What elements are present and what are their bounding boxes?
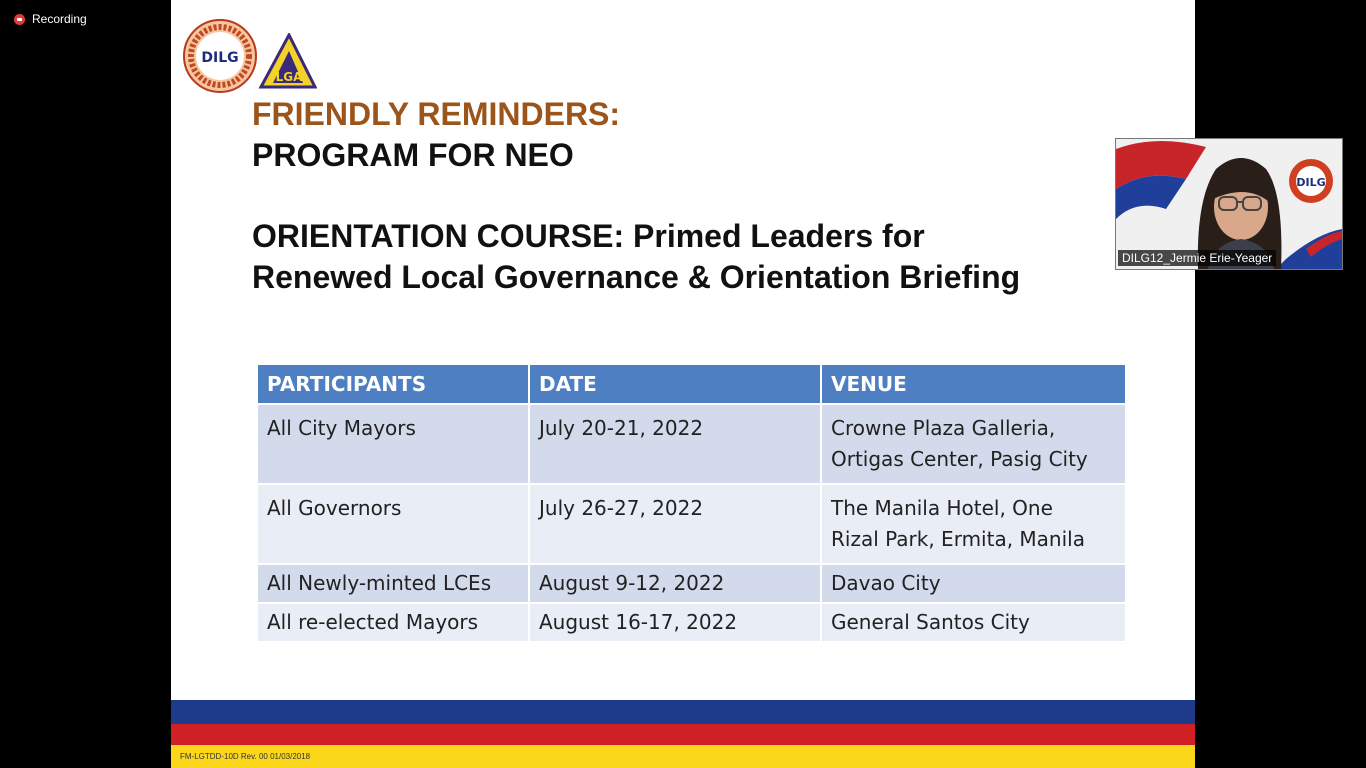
flag-stripe-yellow: [171, 745, 1195, 768]
cell-venue: Davao City: [822, 565, 1125, 602]
venue-line: The Manila Hotel, One: [831, 496, 1053, 520]
cell-participants: All Newly-minted LCEs: [258, 565, 528, 602]
course-title: ORIENTATION COURSE: Primed Leaders for Renewed Local Governance & Orientation Briefing: [252, 218, 1021, 295]
header-participants: PARTICIPANTS: [258, 365, 528, 403]
dilg-seal-logo: [183, 19, 257, 93]
cell-date: August 9-12, 2022: [530, 565, 820, 602]
schedule-table: [256, 363, 1127, 643]
recording-icon: [14, 14, 25, 25]
cell-date: July 26-27, 2022: [530, 485, 820, 563]
flag-stripe-blue: [171, 700, 1195, 724]
table-row: [258, 604, 1125, 641]
venue-line: Ortigas Center, Pasig City: [831, 447, 1088, 471]
cell-date: August 16-17, 2022: [530, 604, 820, 641]
presentation-slide: [171, 0, 1195, 768]
lga-logo: [257, 33, 317, 89]
svg-text:LGA: LGA: [275, 70, 303, 84]
participant-video-tile[interactable]: [1115, 138, 1343, 270]
cell-venue: [822, 405, 1125, 483]
table-row: [258, 405, 1125, 483]
cell-venue: General Santos City: [822, 604, 1125, 641]
table-row: [258, 565, 1125, 602]
cell-venue: [822, 485, 1125, 563]
recording-label: Recording: [32, 12, 87, 26]
cell-participants: All re-elected Mayors: [258, 604, 528, 641]
flag-stripe-red: [171, 724, 1195, 745]
cell-date: July 20-21, 2022: [530, 405, 820, 483]
slide-heading-reminders: FRIENDLY REMINDERS:: [252, 96, 621, 132]
svg-text:DILG: DILG: [1296, 176, 1326, 189]
header-date: DATE: [530, 365, 820, 403]
form-code: FM-LGTDD-10D Rev. 00 01/03/2018: [180, 752, 311, 761]
slide-heading-program: PROGRAM FOR NEO: [252, 137, 574, 173]
recording-indicator: [14, 12, 87, 26]
table-header-row: [258, 365, 1125, 403]
cell-participants: All Governors: [258, 485, 528, 563]
venue-line: Rizal Park, Ermita, Manila: [831, 527, 1085, 551]
participant-name: DILG12_Jermie Erie-Yeager: [1118, 250, 1276, 266]
table-row: [258, 485, 1125, 563]
venue-line: Crowne Plaza Galleria,: [831, 416, 1056, 440]
svg-text:DILG: DILG: [201, 50, 239, 66]
header-venue: VENUE: [822, 365, 1125, 403]
cell-participants: All City Mayors: [258, 405, 528, 483]
